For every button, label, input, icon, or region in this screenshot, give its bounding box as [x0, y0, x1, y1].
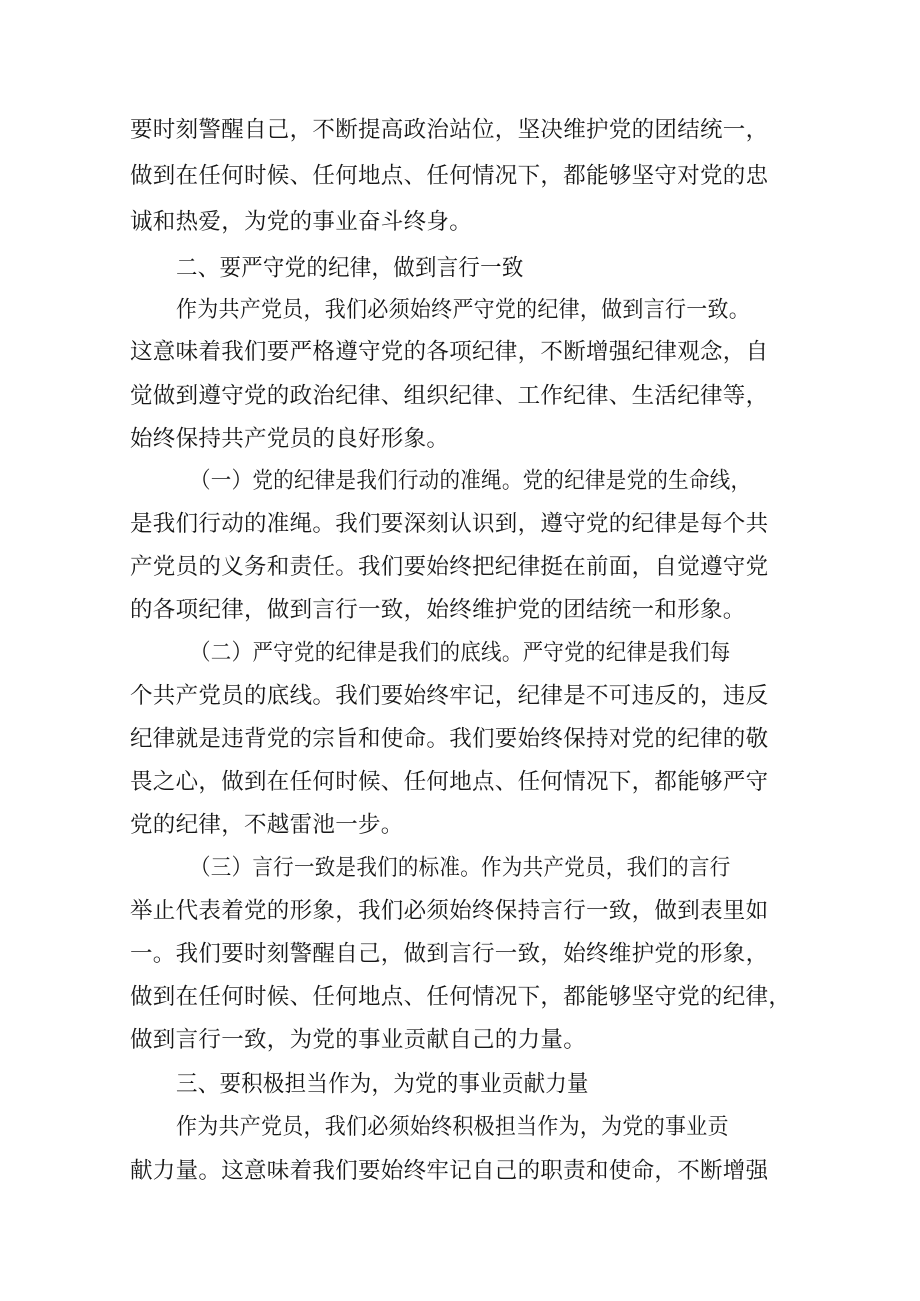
- text-line: 纪律就是违背党的宗旨和使命。我们要始终保持对党的纪律的敬: [130, 726, 769, 752]
- text-line: 作为共产党员，我们必须始终积极担当作为，为党的事业贡: [176, 1114, 729, 1140]
- text-line: 党的纪律，不越雷池一步。: [130, 812, 404, 838]
- text-line: 始终保持共产党员的良好形象。: [130, 426, 450, 452]
- section-heading: 三、要积极担当作为，为党的事业贡献力量: [176, 1071, 589, 1097]
- text-line: 做到在任何时候、任何地点、任何情况下，都能够坚守对党的忠: [130, 163, 769, 189]
- subsection-lead: （二）严守党的纪律是我们的底线。严守党的纪律是我们每: [190, 640, 731, 666]
- text-line: 一。我们要时刻警醒自己，做到言行一致，始终维护党的形象，: [130, 941, 769, 967]
- text-line: 这意味着我们要严格遵守党的各项纪律，不断增强纪律观念，自: [130, 339, 769, 365]
- text-line: 诚和热爱，为党的事业奋斗终身。: [130, 209, 473, 235]
- text-line: 觉做到遵守党的政治纪律、组织纪律、工作纪律、生活纪律等，: [130, 383, 769, 409]
- text-line: 做到言行一致，为党的事业贡献自己的力量。: [130, 1027, 587, 1053]
- text-line: 作为共产党员，我们必须始终严守党的纪律，做到言行一致。: [176, 297, 750, 323]
- text-line: 产党员的义务和责任。我们要始终把纪律挺在前面，自觉遵守党: [130, 554, 769, 580]
- text-line: 举止代表着党的形象，我们必须始终保持言行一致，做到表里如: [130, 898, 769, 924]
- subsection-lead: （一）党的纪律是我们行动的准绳。党的纪律是党的生命线，: [190, 468, 752, 494]
- text-line: 做到在任何时候、任何地点、任何情况下，都能够坚守党的纪律，: [130, 984, 792, 1010]
- text-line: 是我们行动的准绳。我们要深刻认识到，遵守党的纪律是每个共: [130, 511, 769, 537]
- section-heading: 二、要严守党的纪律，做到言行一致: [176, 255, 524, 281]
- text-line: 个共产党员的底线。我们要始终牢记，纪律是不可违反的，违反: [130, 683, 769, 709]
- text-line: 的各项纪律，做到言行一致，始终维护党的团结统一和形象。: [130, 597, 746, 623]
- subsection-lead: （三）言行一致是我们的标准。作为共产党员，我们的言行: [190, 855, 731, 881]
- text-line: 畏之心，做到在任何时候、任何地点、任何情况下，都能够严守: [130, 769, 769, 795]
- text-line: 要时刻警醒自己，不断提高政治站位，坚决维护党的团结统一，: [130, 117, 769, 143]
- text-line: 献力量。这意味着我们要始终牢记自己的职责和使命，不断增强: [130, 1158, 769, 1184]
